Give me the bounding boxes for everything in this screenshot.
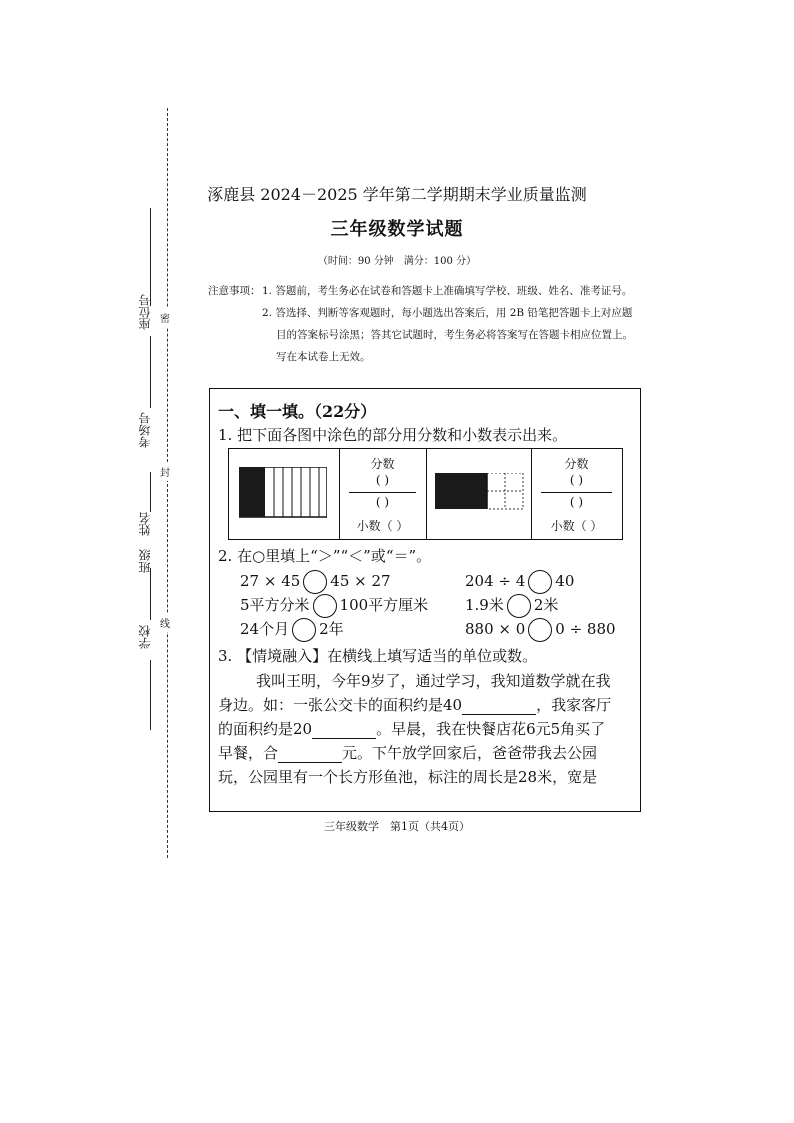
figure2-grid: [435, 473, 525, 513]
exam-title: 涿鹿县 2024－2025 学年第二学期期末学业质量监测: [207, 185, 587, 204]
section1-heading: 一、填一填。（22分）: [218, 402, 377, 421]
school-label: 学校: [138, 625, 152, 649]
compare-row: [465, 570, 574, 594]
seal-char-xian: 线: [160, 613, 170, 632]
q3-text-span: 身边。如：一张公交卡的面积约是40: [218, 696, 463, 714]
q3-line: [218, 718, 605, 739]
q3-line: 玩，公园里有一个长方形鱼池，标注的周长是28米，宽是: [218, 768, 598, 786]
name-label: 姓名: [138, 512, 152, 536]
compare-left: 27 × 45: [240, 572, 301, 590]
compare-left: 204 ÷ 4: [465, 572, 526, 590]
compare-circle[interactable]: [528, 618, 552, 642]
notes-item2-line3: 写在本试卷上无效。: [276, 351, 371, 363]
page-footer: 三年级数学 第1页（共4页）: [324, 820, 470, 833]
compare-row: [240, 594, 428, 618]
numerator-blank-2[interactable]: ( ): [569, 473, 584, 487]
exam-subtitle: 三年级数学试题: [330, 219, 464, 240]
compare-left: 5平方分米: [240, 596, 310, 614]
q3-line: [218, 742, 597, 763]
exam-room-blank[interactable]: [150, 336, 151, 408]
name-blank[interactable]: [150, 472, 151, 512]
notes-item1: 1. 答题前，考生务必在试卷和答题卡上准确填写学校、班级、姓名、准考证号。: [262, 285, 633, 297]
compare-right: 40: [555, 572, 575, 590]
compare-circle[interactable]: [292, 618, 316, 642]
q3-text-span: 的面积约是20: [218, 720, 313, 738]
compare-row: [465, 594, 558, 618]
compare-circle[interactable]: [507, 594, 531, 618]
fraction-label-1: 分数: [370, 457, 395, 471]
compare-circle[interactable]: [528, 570, 552, 594]
q3-text: 3. 【情境融入】在横线上填写适当的单位或数。: [218, 647, 538, 665]
fraction-bar-1: [349, 492, 416, 493]
compare-left: 1.9米: [465, 596, 504, 614]
exam-room-label: 考场号: [138, 412, 152, 448]
q3-line: 我叫王明，今年9岁了，通过学习，我知道数学就在我: [256, 672, 611, 690]
q3-line: [218, 694, 611, 715]
compare-left: 24个月: [240, 620, 290, 638]
time-score: （时间：90 分钟 满分：100 分）: [317, 256, 477, 267]
q3-text-span: ，我家客厅: [536, 696, 612, 714]
compare-right: 100平方厘米: [339, 596, 429, 614]
fill-blank[interactable]: [312, 720, 376, 739]
fraction-bar-2: [541, 492, 612, 493]
figure1-strips: [239, 467, 327, 519]
denominator-blank-2[interactable]: ( ): [569, 495, 584, 509]
fill-blank[interactable]: [278, 744, 342, 763]
school-blank[interactable]: [150, 580, 151, 620]
compare-left: 880 × 0: [465, 620, 526, 638]
compare-circle[interactable]: [303, 570, 327, 594]
q3-text-span: 。早晨，我在快餐店花6元5角买了: [376, 720, 606, 738]
seal-char-mi: 密: [160, 308, 170, 327]
compare-right: 2年: [319, 620, 344, 638]
class-label: 班级: [138, 549, 152, 573]
compare-right: 0 ÷ 880: [555, 620, 616, 638]
notes-label: 注意事项：: [208, 285, 261, 297]
compare-row: [240, 570, 391, 594]
q3-text-span: 元。下午放学回家后，爸爸带我去公园: [342, 744, 598, 762]
compare-row: [465, 618, 616, 642]
q2-text: 2. 在○里填上“＞”“＜”或“＝”。: [218, 547, 432, 565]
decimal-blank-1[interactable]: 小数（ ）: [356, 519, 409, 533]
table-divider: [426, 449, 427, 539]
school-blank-lower[interactable]: [150, 660, 151, 730]
fill-blank[interactable]: [462, 696, 536, 715]
seal-char-feng: 封: [160, 462, 170, 481]
numerator-blank-1[interactable]: ( ): [375, 473, 390, 487]
q1-table: [228, 448, 623, 540]
figure1-shaded: [239, 467, 265, 517]
compare-right: 2米: [533, 596, 559, 614]
seat-label: 座位号: [138, 294, 152, 330]
compare-right: 45 × 27: [330, 572, 391, 590]
q1-text: 1. 把下面各图中涂色的部分用分数和小数表示出来。: [218, 426, 568, 444]
figure2-shaded: [435, 473, 487, 509]
compare-circle[interactable]: [313, 594, 337, 618]
notes-item2-line2: 目的答案标号涂黑；答其它试题时，考生务必将答案写在答题卡相应位置上。: [276, 329, 633, 341]
decimal-blank-2[interactable]: 小数（ ）: [550, 519, 603, 533]
fraction-label-2: 分数: [564, 457, 589, 471]
denominator-blank-1[interactable]: ( ): [375, 495, 390, 509]
notes-item2-line1: 2. 答选择、判断等客观题时，每小题选出答案后，用 2B 铅笔把答题卡上对应题: [262, 307, 633, 319]
q3-text-span: 早餐，合: [218, 744, 279, 762]
compare-row: [240, 618, 344, 642]
